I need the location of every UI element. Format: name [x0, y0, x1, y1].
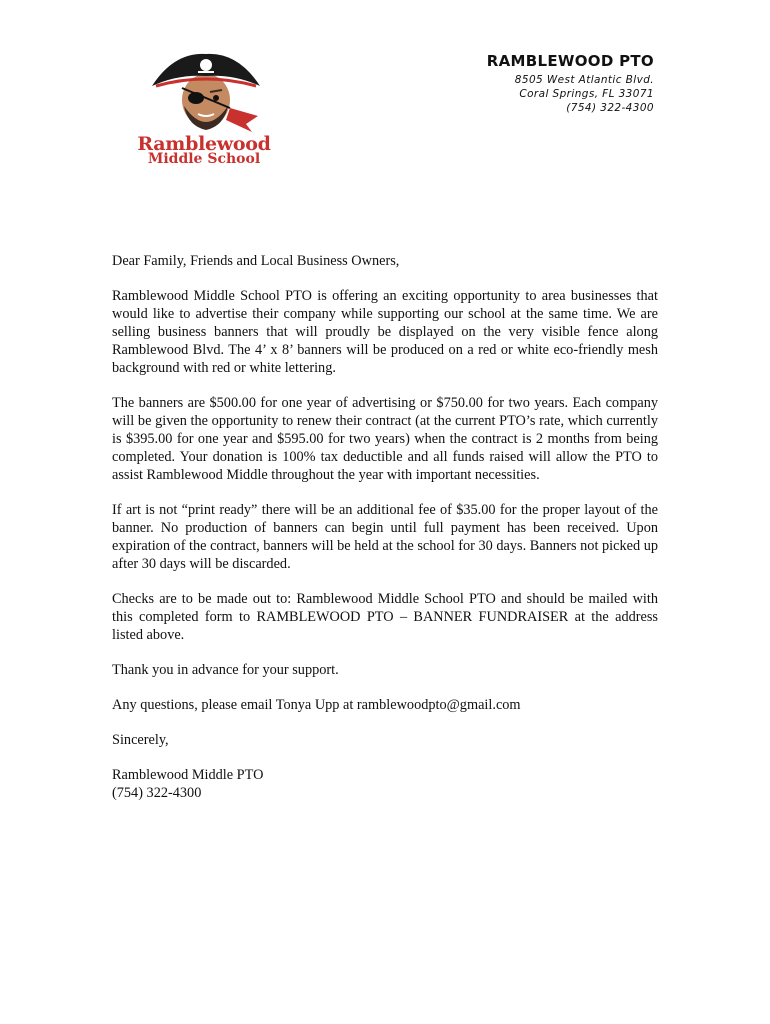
signature-name: Ramblewood Middle PTO — [112, 767, 264, 783]
signature-block — [112, 766, 658, 802]
org-name: RAMBLEWOOD PTO — [486, 52, 654, 70]
questions-line: Any questions, please email Tonya Upp at ramblewoodpto@gmail.com — [112, 697, 521, 713]
paragraph-art-fee: If art is not “print ready” there will be an additional fee of $35.00 for the proper layout of the banner. No production of banners can begin until full payment has been received. Upon expiration of the contract, banners will be held at the school for 30 days. Banners not picked up after 30 days will be discarded. — [112, 502, 658, 572]
letter-body — [112, 252, 658, 802]
thanks-line: Thank you in advance for your support. — [112, 662, 339, 678]
address-street: 8505 West Atlantic Blvd. — [514, 74, 654, 86]
letterhead — [487, 52, 654, 115]
pirate-mascot-icon — [134, 50, 274, 134]
salutation: Dear Family, Friends and Local Business Owners, — [112, 253, 400, 269]
signature-phone: (754) 322-4300 — [112, 785, 202, 801]
paragraph-intro: Ramblewood Middle School PTO is offering an exciting opportunity to area businesses that would like to advertise their company while supporting our school at the same time. We are selling business banners that will proudly be displayed on the very visible fence along Ramblewood Blvd. The 4’ x 8’ banners will be produced on a red or white eco-friendly mesh background with red or white lettering. — [112, 288, 658, 376]
org-phone: (754) 322-4300 — [566, 102, 654, 114]
logo-school-type: Middle School — [147, 151, 261, 167]
paragraph-payment: Checks are to be made out to: Ramblewood Middle School PTO and should be mailed with this completed form to RAMBLEWOOD PTO – BANNER FUNDRAISER at the address listed above. — [112, 591, 658, 643]
school-logo — [124, 50, 284, 172]
paragraph-pricing: The banners are $500.00 for one year of advertising or $750.00 for two years. Each company will be given the opportunity to renew their contract (at the current PTO’s rate, which currently is $395.00 for one year and $595.00 for two years) when the contract is 2 months from being completed. Your donation is 100% tax deductible and all funds raised will allow the PTO to assist Ramblewood Middle throughout the year with important necessities. — [112, 395, 658, 483]
logo-school-name: Ramblewood — [137, 133, 271, 155]
closing: Sincerely, — [112, 732, 169, 748]
address-city: Coral Springs, FL 33071 — [519, 88, 654, 100]
